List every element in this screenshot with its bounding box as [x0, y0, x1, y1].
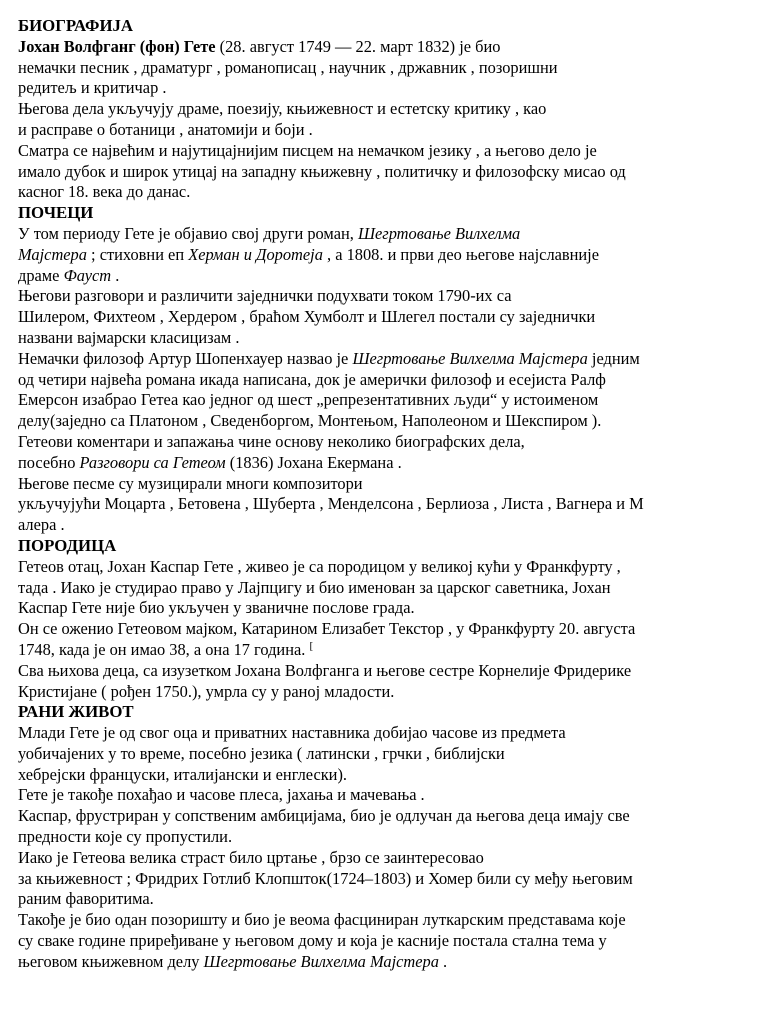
- text-line: немачки песник , драматург , романописац , научник , државник , позоришни: [18, 57, 558, 77]
- text-line: Шилером, Фихтеом , Хердером , браћом Хумболт и Шлегел постали су заједнички: [18, 307, 596, 327]
- text-span: (1836) Јохана Екермана .: [225, 452, 402, 472]
- text-span: једним: [587, 348, 640, 368]
- text-line: Гетеови коментари и запажања чине основу неколико биографских дела,: [18, 431, 525, 451]
- text-line: редитељ и критичар .: [18, 78, 167, 98]
- text-line: тада . Иако је студирао право у Лајпцигу и био именован за царског саветника, Јохан: [18, 577, 611, 597]
- paragraph: [18, 640, 753, 661]
- text-span: посебно: [18, 452, 80, 472]
- section-heading-early: ПОЧЕЦИ: [18, 203, 94, 223]
- paragraph: [18, 453, 753, 474]
- text-span: , а 1808. и први део његове најславније: [322, 244, 600, 264]
- paragraph: [18, 349, 753, 370]
- paragraph: [18, 266, 753, 287]
- text-line: укључујући Моцарта , Бетовена , Шуберта , Менделсона , Берлиоза , Листа , Вагнера и М: [18, 494, 644, 514]
- text-line: Његова дела укључују драме, поезију, књижевност и естетску критику , као: [18, 99, 547, 119]
- work-title: Шегртовање Вилхелма Мајстера: [352, 348, 588, 368]
- text-line: Његови разговори и различити заједнички подухвати током 1790-их са: [18, 286, 512, 306]
- text-span: .: [111, 265, 120, 285]
- text-span: његовом књижевном делу: [18, 951, 204, 971]
- paragraph: [18, 224, 753, 245]
- text-line: Такође је био одан позоришту и био је веома фасциниран луткарским представама које: [18, 910, 626, 930]
- text-line: Његове песме су музицирали многи композитори: [18, 473, 363, 493]
- text-line: Сматра се највећим и најутицајнијим писцем на немачком језику , а његово дело је: [18, 140, 597, 160]
- text-span: 1748, када је он имао 38, а она 17 година.: [18, 639, 306, 659]
- text-line: Он се оженио Гетеовом мајком, Катарином Елизабет Текстор , у Франкфурту 20. августа: [18, 619, 636, 639]
- text-line: Каспар, фрустриран у сопственим амбицијама, био је одлучан да његова деца имају све: [18, 806, 630, 826]
- work-title: Фауст: [63, 265, 112, 285]
- text-span: .: [438, 951, 448, 971]
- text-line: раним фаворитима.: [18, 889, 154, 909]
- work-title: Шегртовање Вилхелма: [357, 223, 521, 243]
- footnote-marker[interactable]: [: [309, 639, 314, 652]
- text-span: Немачки филозоф Артур Шопенхауер назвао је: [18, 348, 353, 368]
- text-line: касног 18. века до данас.: [18, 182, 191, 202]
- text-span: У том периоду Гете је објавио свој други роман,: [18, 223, 358, 243]
- work-title: Мајстера: [18, 244, 87, 264]
- text-line: (28. август 1749 — 22. март 1832) је био: [215, 36, 501, 56]
- section-heading-family: ПОРОДИЦА: [18, 535, 117, 555]
- text-line: Иако је Гетеова велика страст било цртање , брзо се заинтересовао: [18, 847, 484, 867]
- paragraph: [18, 245, 753, 266]
- text-line: алера .: [18, 515, 65, 535]
- person-name: Јохан Волфганг (фон) Гете: [18, 36, 216, 56]
- section-heading-biography: БИОГРАФИЈА: [18, 16, 134, 35]
- section-heading-youth: РАНИ ЖИВОТ: [18, 702, 134, 722]
- text-line: Гете је такође похађао и часове плеса, јахања и мачевања .: [18, 785, 425, 805]
- text-line: имало дубок и широк утицај на западну књижевну , политичку и филозофску мисао од: [18, 161, 626, 181]
- text-span: драме: [18, 265, 64, 285]
- text-line: Гетеов отац, Јохан Каспар Гете , живео је са породицом у великој кући у Франкфурту ,: [18, 556, 621, 576]
- text-line: од четири највећа романа икада написана, док је амерички филозоф и есејиста Ралф: [18, 369, 606, 389]
- text-line: хебрејски француски, италијански и енглески).: [18, 764, 348, 784]
- text-line: су сваке године приређиване у његовом дому и која је касније постала стална тема у: [18, 931, 607, 951]
- work-title: Шегртовање Вилхелма Мајстера: [203, 951, 439, 971]
- text-line: Каспар Гете није био укључен у званичне послове града.: [18, 598, 415, 618]
- work-title: Разговори са Гетеом: [79, 452, 226, 472]
- text-line: названи вајмарски класицизам .: [18, 327, 240, 347]
- text-line: Сва њихова деца, са изузетком Јохана Волфганга и његове сестре Корнелије Фридерике: [18, 660, 632, 680]
- text-line: делу(заједно са Платоном , Сведенборгом, Монтењом, Наполеоном и Шекспиром ).: [18, 411, 602, 431]
- paragraph: [18, 952, 753, 973]
- text-line: Емерсон изабрао Гетеа као једног од шест „репрезентативних људи“ у истоименом: [18, 390, 599, 410]
- document-body: [18, 16, 753, 973]
- paragraph: [18, 37, 753, 58]
- text-line: Кристијане ( рођен 1750.), умрла су у раној младости.: [18, 681, 395, 701]
- text-line: предности које су пропустили.: [18, 827, 233, 847]
- text-line: и расправе о ботаници , анатомији и боји .: [18, 119, 313, 139]
- text-line: уобичајених у то време, посебно језика ( латински , грчки , библијски: [18, 743, 505, 763]
- text-line: Млади Гете је од свог оца и приватних наставника добијао часове из предмета: [18, 723, 566, 743]
- text-span: ; стиховни еп: [86, 244, 189, 264]
- work-title: Херман и Доротеја: [188, 244, 323, 264]
- text-line: за књижевност ; Фридрих Готлиб Клопшток(1724–1803) и Хомер били су међу његовим: [18, 868, 633, 888]
